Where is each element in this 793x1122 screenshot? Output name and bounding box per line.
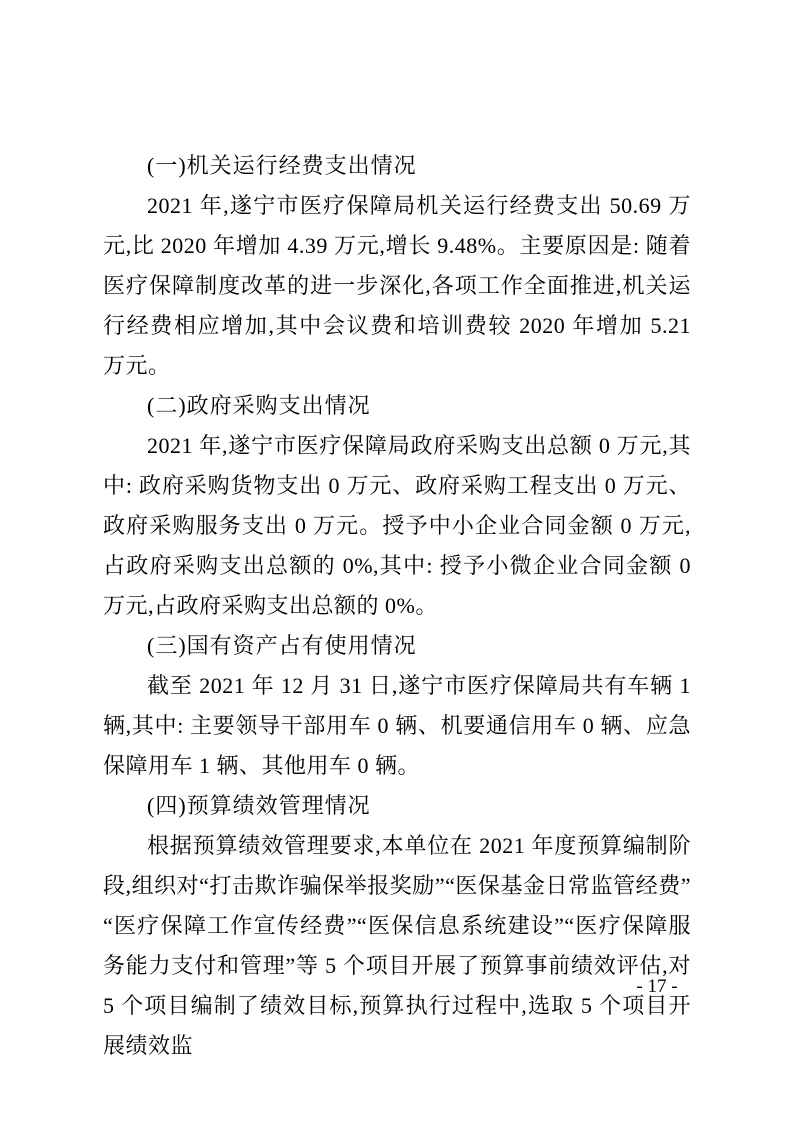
section-heading: (四)预算绩效管理情况 (147, 793, 371, 818)
section-heading: (一)机关运行经费支出情况 (147, 153, 417, 178)
section-budget-performance (103, 786, 691, 1066)
document-content (103, 146, 691, 1066)
section-heading: (三)国有资产占有使用情况 (147, 633, 417, 658)
section-paragraph: 根据预算绩效管理要求,本单位在 2021 年度预算编制阶段,组织对“打击欺诈骗保举报奖励”“医保基金日常监管经费”“医疗保障工作宣传经费”“医保信息系统建设”“医疗保障服务能力支付和管理”等 5 个项目开展了预算事前绩效评估,对 5 个项目编制了绩效目标,预算执行过程中,选取 5 个项目开展绩效监 (103, 833, 691, 1058)
section-government-procurement (103, 386, 691, 626)
section-heading: (二)政府采购支出情况 (147, 393, 371, 418)
section-paragraph: 2021 年,遂宁市医疗保障局机关运行经费支出 50.69 万元,比 2020 年增加 4.39 万元,增长 9.48%。主要原因是: 随着医疗保障制度改革的进一步深化,各项工作全面推进,机关运行经费相应增加,其中会议费和培训费较 2020 年增加 5.21 万元。 (103, 193, 691, 378)
section-agency-operating-expense (103, 146, 691, 386)
section-paragraph: 截至 2021 年 12 月 31 日,遂宁市医疗保障局共有车辆 1 辆,其中: 主要领导干部用车 0 辆、机要通信用车 0 辆、应急保障用车 1 辆、其他用车 0 辆。 (103, 673, 691, 778)
section-paragraph: 2021 年,遂宁市医疗保障局政府采购支出总额 0 万元,其中: 政府采购货物支出 0 万元、政府采购工程支出 0 万元、政府采购服务支出 0 万元。授予中小企业合同金额 0 万元,占政府采购支出总额的 0%,其中: 授予小微企业合同金额 0 万元,占政府采购支出总额的 0%。 (103, 433, 691, 618)
section-state-owned-assets (103, 626, 691, 786)
page-number: - 17 - (636, 976, 678, 997)
